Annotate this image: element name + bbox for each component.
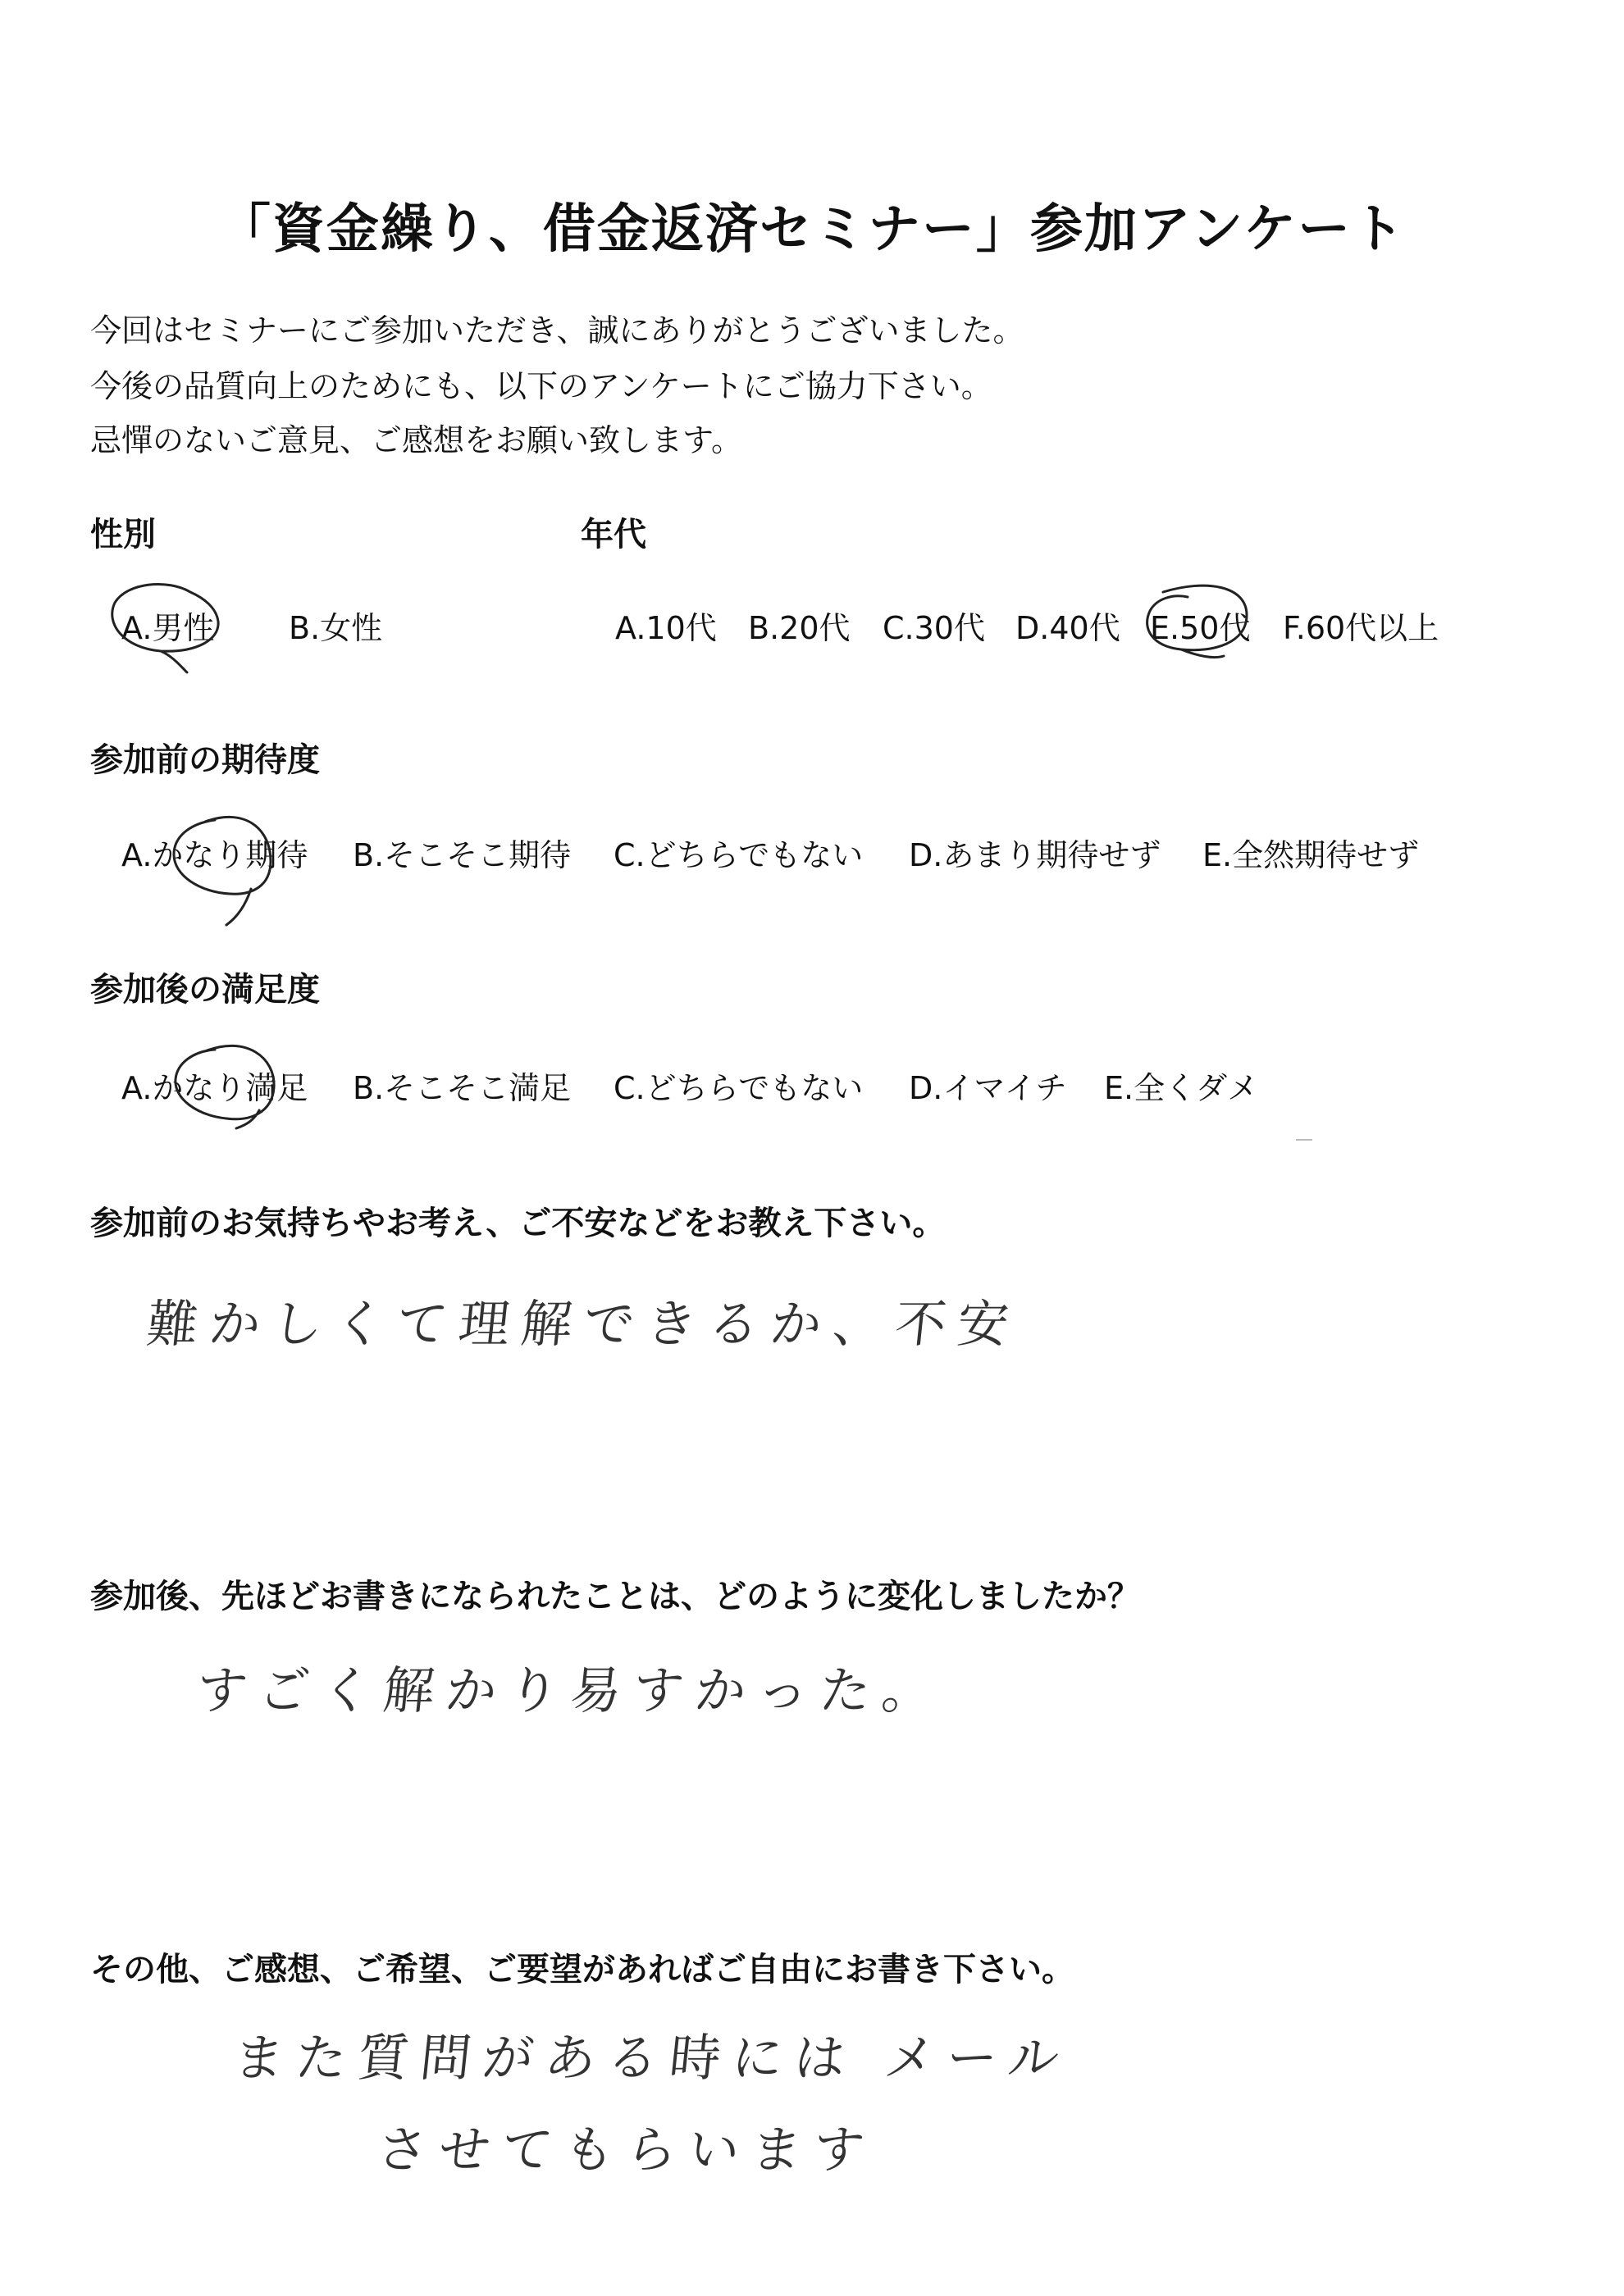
age-option-d[interactable]: D.40代 — [1015, 610, 1120, 646]
age-heading: 年代 — [581, 516, 646, 554]
satisfaction-option-c[interactable]: C.どちらでもない — [614, 1070, 864, 1106]
intro-line-3: 忌憚のないご意見、ご感想をお願い致します。 — [90, 422, 742, 458]
q1-heading: 参加前のお気持ちやお考え、ご不安などをお教え下さい。 — [90, 1205, 946, 1242]
satisfaction-option-a[interactable]: A.かなり満足 — [121, 1070, 308, 1106]
survey-title: 「資金繰り、借金返済セミナー」参加アンケート — [217, 199, 1407, 260]
age-option-c[interactable]: C.30代 — [883, 610, 985, 646]
q1-handwritten-answer: 難かしくて理解できるか、不安 — [144, 1294, 1024, 1354]
age-option-a[interactable]: A.10代 — [615, 610, 717, 646]
expectation-heading: 参加前の期待度 — [90, 741, 320, 779]
intro-line-2: 今後の品質向上のためにも、以下のアンケートにご協力下さい。 — [90, 368, 992, 404]
q2-heading: 参加後、先ほどお書きになられたことは、どのように変化しましたか？ — [90, 1578, 1140, 1615]
q3-handwritten-answer-line-2: させてもらいます — [373, 2120, 879, 2180]
expectation-option-a[interactable]: A.かなり期待 — [121, 837, 308, 873]
gender-option-a[interactable]: A.男性 — [121, 610, 215, 646]
expectation-option-c[interactable]: C.どちらでもない — [614, 837, 864, 873]
age-option-e[interactable]: E.50代 — [1150, 610, 1251, 646]
satisfaction-heading: 参加後の満足度 — [90, 971, 320, 1009]
expectation-option-e[interactable]: E.全然期待せず — [1202, 837, 1420, 873]
q2-handwritten-answer: すごく解かり易すかった。 — [193, 1660, 948, 1720]
intro-line-1: 今回はセミナーにご参加いただき、誠にありがとうございました。 — [90, 312, 1024, 348]
satisfaction-option-e[interactable]: E.全くダメ — [1104, 1070, 1259, 1106]
q3-heading: その他、ご感想、ご希望、ご要望があればご自由にお書き下さい。 — [90, 1951, 1074, 1988]
expectation-option-b[interactable]: B.そこそこ期待 — [353, 837, 572, 873]
age-option-b[interactable]: B.20代 — [748, 610, 851, 646]
gender-heading: 性別 — [90, 516, 156, 554]
gender-option-b[interactable]: B.女性 — [289, 610, 383, 646]
satisfaction-option-b[interactable]: B.そこそこ満足 — [353, 1070, 572, 1106]
satisfaction-option-d[interactable]: D.イマイチ — [909, 1070, 1067, 1106]
age-option-f[interactable]: F.60代以上 — [1283, 610, 1439, 646]
q3-handwritten-answer-line-1: また質問がある時には メール — [230, 2028, 1074, 2088]
expectation-option-d[interactable]: D.あまり期待せず — [909, 837, 1161, 873]
